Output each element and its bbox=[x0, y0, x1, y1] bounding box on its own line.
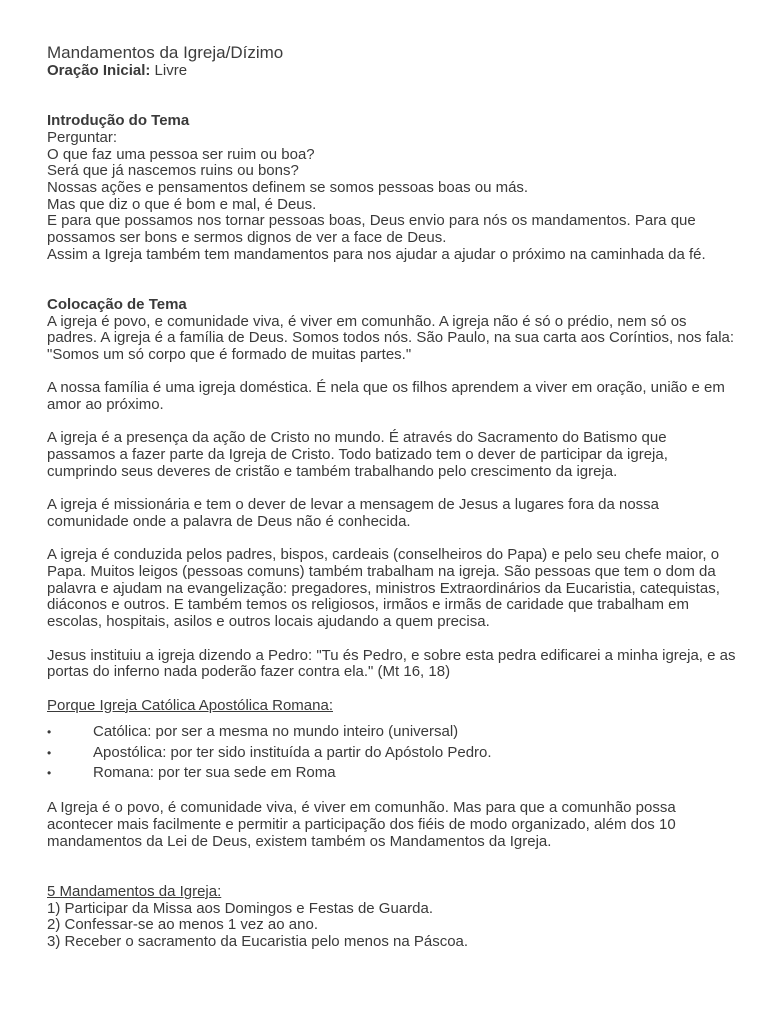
list-item-text: Apostólica: por ter sido instituída a partir do Apóstolo Pedro. bbox=[93, 743, 492, 761]
bullet-list bbox=[47, 722, 737, 784]
colocacao-paragraph: A nossa família é uma igreja doméstica. É nela que os filhos aprendem a viver em oração, união e em amor ao próximo. bbox=[47, 379, 725, 414]
spacer bbox=[47, 631, 737, 648]
intro-line: Assim a Igreja também tem mandamentos para nos ajudar a ajudar o próximo na caminhada da fé. bbox=[47, 245, 706, 263]
bullet-icon: • bbox=[47, 725, 52, 740]
commandment-item: 3) Receber o sacramento da Eucaristia pelo menos na Páscoa. bbox=[47, 933, 469, 951]
intro-line: Mas que diz o que é bom e mal, é Deus. bbox=[47, 195, 317, 213]
spacer bbox=[47, 481, 737, 498]
spacer bbox=[47, 851, 737, 884]
bullet-icon: • bbox=[47, 766, 52, 781]
opening-prayer-value: Livre bbox=[150, 62, 188, 79]
commandment-item: 1) Participar da Missa aos Domingos e Festas de Guarda. bbox=[47, 899, 434, 917]
list-item bbox=[47, 743, 737, 764]
commandments-heading: 5 Mandamentos da Igreja: bbox=[47, 882, 222, 900]
intro-line: O que faz uma pessoa ser ruim ou boa? bbox=[47, 145, 315, 163]
colocacao-paragraph: A igreja é povo, e comunidade viva, é viver em comunhão. A igreja não é só o prédio, nem só os padres. A igreja é a família de Deus. Somos todos nós. São Paulo, na sua carta aos Coríntios, nos fala: "Somos um só corpo que é formado de muitas partes." bbox=[47, 312, 735, 363]
document-title: Mandamentos da Igreja/Dízimo bbox=[47, 43, 284, 62]
opening-prayer bbox=[47, 63, 737, 80]
spacer bbox=[47, 531, 737, 548]
intro-line: E para que possamos nos tornar pessoas boas, Deus envio para nós os mandamentos. Para que possamos ser bons e sermos dignos de ver a face de Deus. bbox=[47, 212, 696, 247]
bullet-icon: • bbox=[47, 745, 52, 760]
spacer bbox=[47, 714, 737, 722]
spacer bbox=[47, 364, 737, 381]
intro-heading: Introdução do Tema bbox=[47, 112, 190, 130]
list-item bbox=[47, 722, 737, 743]
commandment-item: 2) Confessar-se ao menos 1 vez ao ano. bbox=[47, 916, 318, 934]
spacer bbox=[47, 263, 737, 296]
spacer bbox=[47, 784, 737, 801]
spacer bbox=[47, 80, 737, 113]
colocacao-paragraph: A igreja é a presença da ação de Cristo no mundo. É através do Sacramento do Batismo que passamos a fazer parte da Igreja de Cristo. Todo batizado tem o dever de participar da igreja, cumprindo seus deveres de cristão e também trabalhando pelo crescimento da igreja. bbox=[47, 429, 668, 480]
intro-line: Será que já nascemos ruins ou bons? bbox=[47, 162, 299, 180]
document-page bbox=[47, 43, 737, 951]
opening-prayer-label: Oração Inicial: bbox=[47, 62, 151, 79]
list-item-text: Romana: por ter sua sede em Roma bbox=[93, 764, 336, 782]
why-heading: Porque Igreja Católica Apostólica Romana: bbox=[47, 696, 333, 714]
spacer bbox=[47, 414, 737, 431]
list-item-text: Católica: por ser a mesma no mundo inteiro (universal) bbox=[93, 723, 459, 741]
colocacao-paragraph: A igreja é missionária e tem o dever de levar a mensagem de Jesus a lugares fora da nossa comunidade onde a palavra de Deus não é conhecida. bbox=[47, 496, 659, 530]
intro-line: Perguntar: bbox=[47, 128, 118, 146]
summary-paragraph: A Igreja é o povo, é comunidade viva, é viver em comunhão. Mas para que a comunhão possa acontecer mais facilmente e permitir a participação dos fiéis de modo organizado, além dos 10 mandamentos da Lei de Deus, existem também os Mandamentos da Igreja. bbox=[47, 799, 676, 850]
list-item bbox=[47, 763, 737, 784]
colocacao-paragraph: A igreja é conduzida pelos padres, bispos, cardeais (conselheiros do Papa) e pelo seu chefe maior, o Papa. Muitos leigos (pessoas comuns) também trabalham na igreja. São pessoas que tem o dom da palavra e ajudam na evangelização: pregadores, ministros Extraordinários da Eucaristia, catequistas, diáconos e outros. E também temos os religiosos, irmãos e irmãs de caridade que trabalham em escolas, hospitais, asilos e outros locais ajudando a quem precisa. bbox=[47, 546, 720, 631]
intro-line: Nossas ações e pensamentos definem se somos pessoas boas ou más. bbox=[47, 178, 529, 196]
colocacao-heading: Colocação de Tema bbox=[47, 295, 187, 313]
colocacao-paragraph: Jesus instituiu a igreja dizendo a Pedro: "Tu és Pedro, e sobre esta pedra edificarei a minha igreja, e as portas do inferno nada poderão fazer contra ela." (Mt 16, 18) bbox=[47, 646, 736, 681]
spacer bbox=[47, 681, 737, 698]
